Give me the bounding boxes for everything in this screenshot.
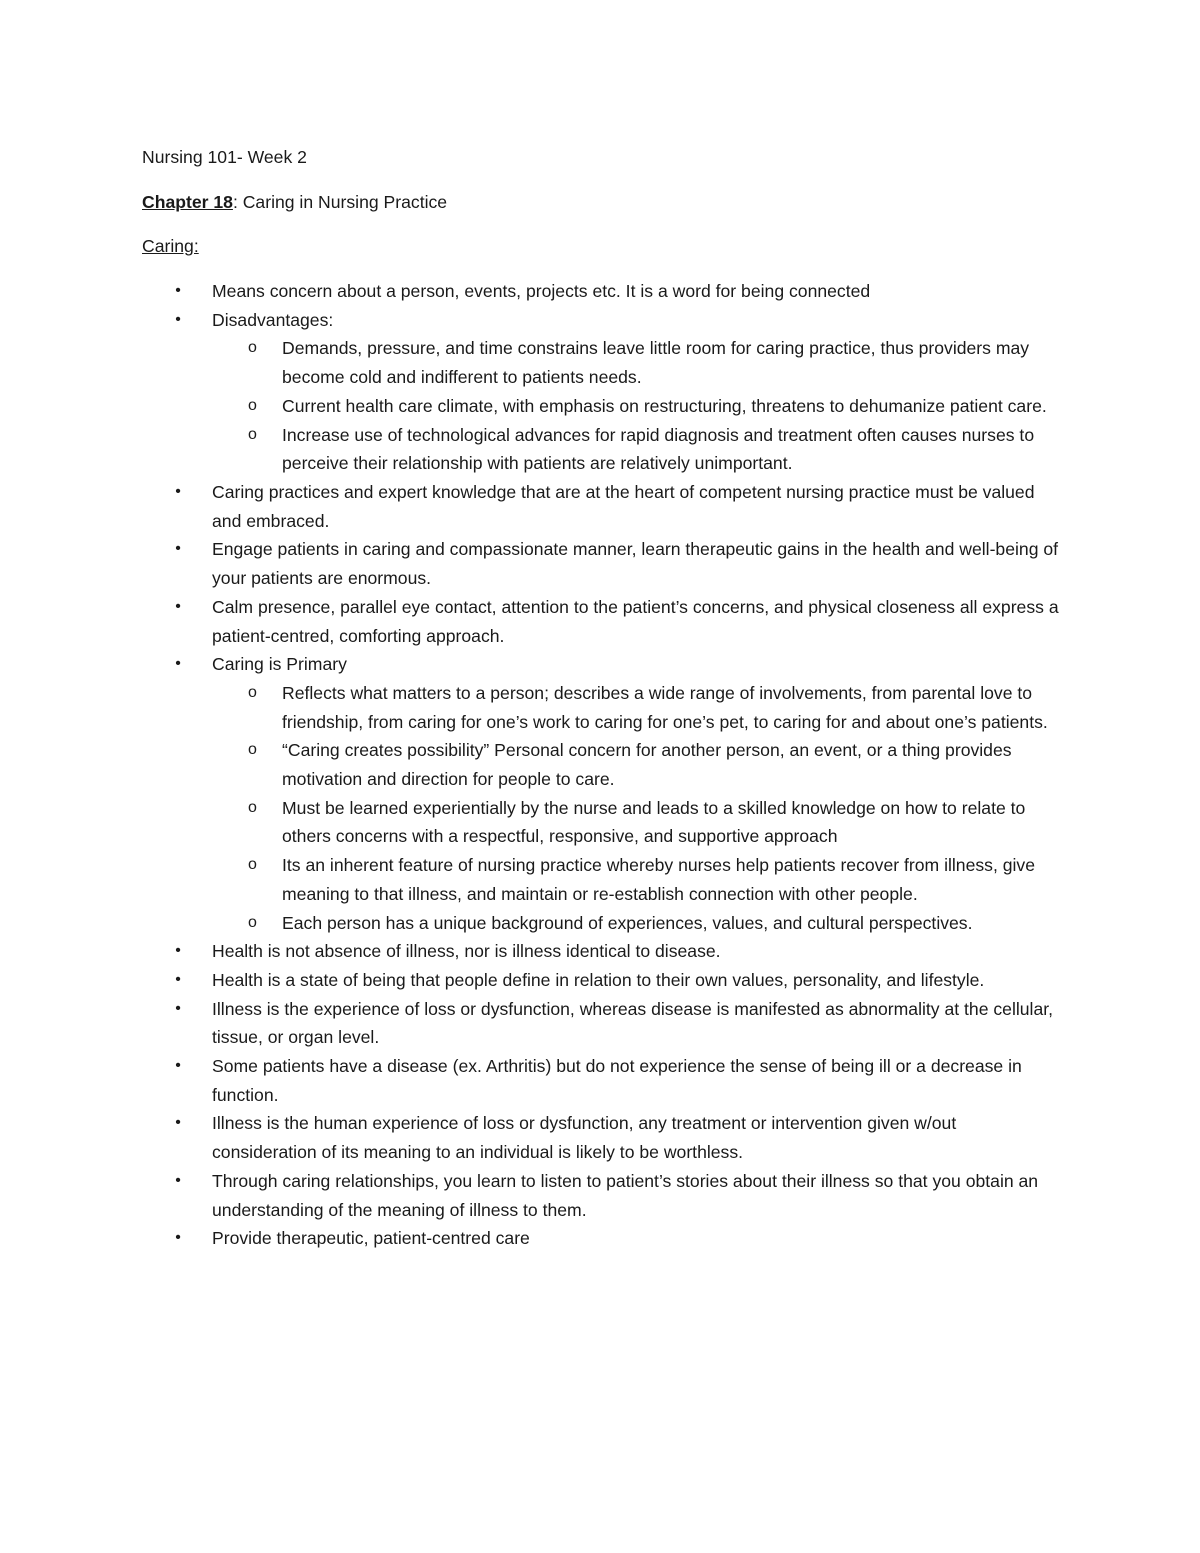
- sub-list-item: [212, 909, 1062, 938]
- bullet-icon: •: [175, 597, 181, 615]
- list-item-text: Means concern about a person, events, projects etc. It is a word for being connected: [212, 281, 871, 302]
- list-item: [142, 937, 1062, 966]
- list-item: [142, 593, 1062, 650]
- bullet-icon: •: [175, 540, 181, 558]
- sub-list-item-text: Each person has a unique background of experiences, values, and cultural perspectives.: [282, 912, 973, 933]
- list-item: [142, 966, 1062, 995]
- bullet-icon: •: [175, 1114, 181, 1132]
- bullet-icon: •: [175, 1229, 181, 1247]
- list-item: [142, 650, 1062, 937]
- sub-list-item: [212, 679, 1062, 736]
- list-item: [142, 277, 1062, 306]
- circle-bullet-icon: o: [248, 741, 257, 759]
- sub-list: [212, 679, 1062, 937]
- sub-list-item-text: Increase use of technological advances for rapid diagnosis and treatment often causes nurses to perceive their relationship with patients are relatively unimportant.: [282, 424, 1035, 474]
- list-item: [142, 306, 1062, 478]
- document-title: Nursing 101- Week 2: [142, 147, 307, 167]
- list-item: [142, 1167, 1062, 1224]
- sub-list-item: [212, 794, 1062, 851]
- sub-list-item-text: Its an inherent feature of nursing practice whereby nurses help patients recover from illness, give meaning to that illness, and maintain or re-establish connection with other people.: [282, 855, 1036, 904]
- list-item-text: Illness is the experience of loss or dysfunction, whereas disease is manifested as abnormality at the cellular, tissue, or organ level.: [212, 998, 1054, 1048]
- list-item-text: Some patients have a disease (ex. Arthritis) but do not experience the sense of being ill or a decrease in function.: [212, 1056, 1022, 1105]
- chapter-title: Caring in Nursing Practice: [237, 191, 448, 212]
- circle-bullet-icon: o: [248, 913, 257, 931]
- circle-bullet-icon: o: [248, 339, 257, 357]
- chapter-label: Chapter 18: [142, 191, 233, 212]
- circle-bullet-icon: o: [248, 396, 257, 414]
- list-item-text: Calm presence, parallel eye contact, attention to the patient’s concerns, and physical closeness all express a patient-centred, comforting approach.: [212, 596, 1059, 646]
- section-heading: Caring:: [142, 236, 199, 257]
- list-item: [142, 535, 1062, 592]
- bullet-icon: •: [175, 970, 181, 988]
- list-item: [142, 1052, 1062, 1109]
- sub-list-item: [212, 334, 1062, 391]
- sub-list-item: [212, 392, 1062, 421]
- list-item-text: Caring is Primary: [212, 654, 347, 675]
- chapter-line: [142, 188, 1062, 217]
- document-content: [142, 143, 1062, 1253]
- bullet-icon: •: [175, 942, 181, 960]
- sub-list-item-text: Demands, pressure, and time constrains leave little room for caring practice, thus providers may become cold and indifferent to patients needs.: [282, 338, 1030, 388]
- list-item-text: Engage patients in caring and compassionate manner, learn therapeutic gains in the health and well-being of your patients are enormous.: [212, 539, 1059, 589]
- sub-list-item-text: Must be learned experientially by the nurse and leads to a skilled knowledge on how to relate to others concerns with a respectful, responsive, and supportive approach: [282, 797, 1026, 847]
- bullet-icon: •: [175, 1171, 181, 1189]
- sub-list-item: [212, 421, 1062, 478]
- chapter-separator: :: [232, 191, 238, 212]
- circle-bullet-icon: o: [248, 856, 257, 874]
- bullet-icon: •: [175, 655, 181, 673]
- sub-list-item-text: Reflects what matters to a person; describes a wide range of involvements, from parental love to friendship, from caring for one’s work to caring for one’s pet, to caring for and about one’s patients.: [282, 682, 1048, 732]
- sub-list: [212, 334, 1062, 478]
- bullet-icon: •: [175, 310, 181, 328]
- list-item-text: Health is a state of being that people define in relation to their own values, personality, and lifestyle.: [212, 969, 985, 990]
- circle-bullet-icon: o: [248, 798, 257, 816]
- list-item: [142, 995, 1062, 1052]
- sub-list-item: [212, 736, 1062, 793]
- bullet-icon: •: [175, 482, 181, 500]
- list-item-text: Health is not absence of illness, nor is illness identical to disease.: [212, 941, 721, 962]
- bullet-list: [142, 277, 1062, 1253]
- bullet-icon: •: [175, 282, 181, 300]
- list-item-text: Provide therapeutic, patient-centred care: [212, 1228, 530, 1249]
- circle-bullet-icon: o: [248, 683, 257, 701]
- circle-bullet-icon: o: [248, 425, 257, 443]
- sub-list-item: [212, 851, 1062, 908]
- list-item-text: Illness is the human experience of loss or dysfunction, any treatment or intervention given w/out consideration of its meaning to an individual is likely to be worthless.: [212, 1113, 957, 1163]
- sub-list-item-text: “Caring creates possibility” Personal concern for another person, an event, or a thing provides motivation and direction for people to care.: [282, 740, 1012, 790]
- list-item: [142, 1109, 1062, 1166]
- bullet-icon: •: [175, 999, 181, 1017]
- list-item-text: Disadvantages:: [212, 309, 334, 330]
- list-item-text: Through caring relationships, you learn to listen to patient’s stories about their illness so that you obtain an understanding of the meaning of illness to them.: [212, 1170, 1039, 1220]
- bullet-icon: •: [175, 1057, 181, 1075]
- list-item-text: Caring practices and expert knowledge that are at the heart of competent nursing practice must be valued and embraced.: [212, 481, 1035, 531]
- sub-list-item-text: Current health care climate, with emphasis on restructuring, threatens to dehumanize patient care.: [282, 395, 1047, 416]
- list-item: [142, 478, 1062, 535]
- list-item: [142, 1224, 1062, 1253]
